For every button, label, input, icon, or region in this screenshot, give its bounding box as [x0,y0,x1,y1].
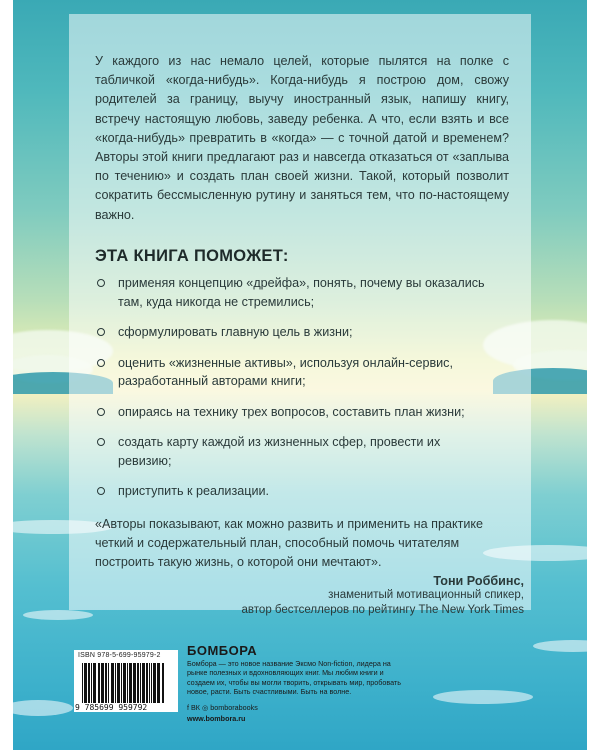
isbn-number: ISBN 978-5-699-95979-2 [78,652,161,659]
list-item: применяя концепцию «дрейфа», понять, почему вы оказались там, куда никогда не стремились; [97,274,497,311]
social-handle: bomborabooks [210,703,258,712]
barcode-bar [129,663,132,703]
publisher-social [187,703,258,712]
list-item: создать карту каждой из жизненных сфер, провести их ревизию; [97,433,497,470]
barcode-bar [157,663,160,703]
bullet-circle-icon [97,408,105,416]
author-name: Тони Роббинс, [433,574,524,588]
testimonial-author [242,574,524,618]
publisher-logo: БОМБОРА [187,643,258,658]
publisher-website: www.bombora.ru [187,714,246,723]
barcode-bar [105,663,107,703]
benefits-heading: ЭТА КНИГА ПОМОЖЕТ: [95,247,289,265]
bullet-circle-icon [97,359,105,367]
author-credentials: автор бестселлеров по рейтингу The New York Times [241,604,524,616]
barcode-bar [101,663,104,703]
barcode-bar [84,663,87,703]
barcode-image [82,663,178,703]
benefits-list [97,274,497,513]
barcode-digits: 9 785699 959792 [75,703,148,712]
barcode-bar [146,663,148,703]
barcode-bar [111,663,114,703]
bullet-circle-icon [97,487,105,495]
list-item: опираясь на технику трех вопросов, составить план жизни; [97,403,497,422]
barcode-bar [151,663,152,703]
barcode-bar [82,663,83,703]
bullet-circle-icon [97,438,105,446]
water-ripple [13,700,73,716]
testimonial-quote: «Авторы показывают, как можно развить и применить на практике четкий и содержательный план, способный помочь читателям построить такую жизнь, о которой они мечтают». [95,517,484,570]
barcode-bar [91,663,92,703]
barcode-bar [142,663,145,703]
author-title: знаменитый мотивационный спикер, [328,589,524,601]
barcode-bar [117,663,120,703]
publisher-description: Бомбора — это новое название Эксмо Non-fiction, лидера на рынке полезных и вдохновляющих книг. Мы любим книги и создаем их, чтобы вы могли творить, открывать мир, пробовать новое, расти. Быть счастливыми. Быть на волне. [187,659,401,697]
barcode-bar [127,663,128,703]
barcode-bar [123,663,126,703]
book-description: У каждого из нас немало целей, которые пылятся на полке с табличкой «когда-нибудь». Когда-нибудь я построю дом, свожу родителей за границу, выучу иностранный язык, напишу книгу, встречу настоящую любовь, заведу ребенка. А что, если взять и все «когда-нибудь» превратить в «когда» — с точной датой и временем? Авторы этой книги предлагают раз и навсегда отказаться от «заплыва по течению» и создать план своей жизни. Такой, который позволит сократить бессмысленную рутину и заняться тем, что по-настоящему важно. [95,54,509,222]
barcode-bar [98,663,100,703]
barcode-bar [140,663,141,703]
bullet-circle-icon [97,279,105,287]
barcode-bar [88,663,90,703]
barcode-bar [149,663,150,703]
water-ripple [23,610,93,620]
water-ripple [533,640,587,652]
social-icons: f ВК ◎ [187,703,209,712]
list-item: приступить к реализации. [97,482,497,501]
barcode-bar [133,663,136,703]
barcode-bar [162,663,164,703]
barcode-bar [137,663,139,703]
barcode-bar [153,663,156,703]
list-item: сформулировать главную цель в жизни; [97,323,497,342]
barcode-bar [108,663,109,703]
barcode-bar [115,663,116,703]
list-item: оценить «жизненные активы», используя онлайн-сервис, разработанный авторами книги; [97,354,497,391]
bullet-circle-icon [97,328,105,336]
barcode-bar [93,663,96,703]
water-ripple [433,690,533,704]
barcode-bar [121,663,122,703]
